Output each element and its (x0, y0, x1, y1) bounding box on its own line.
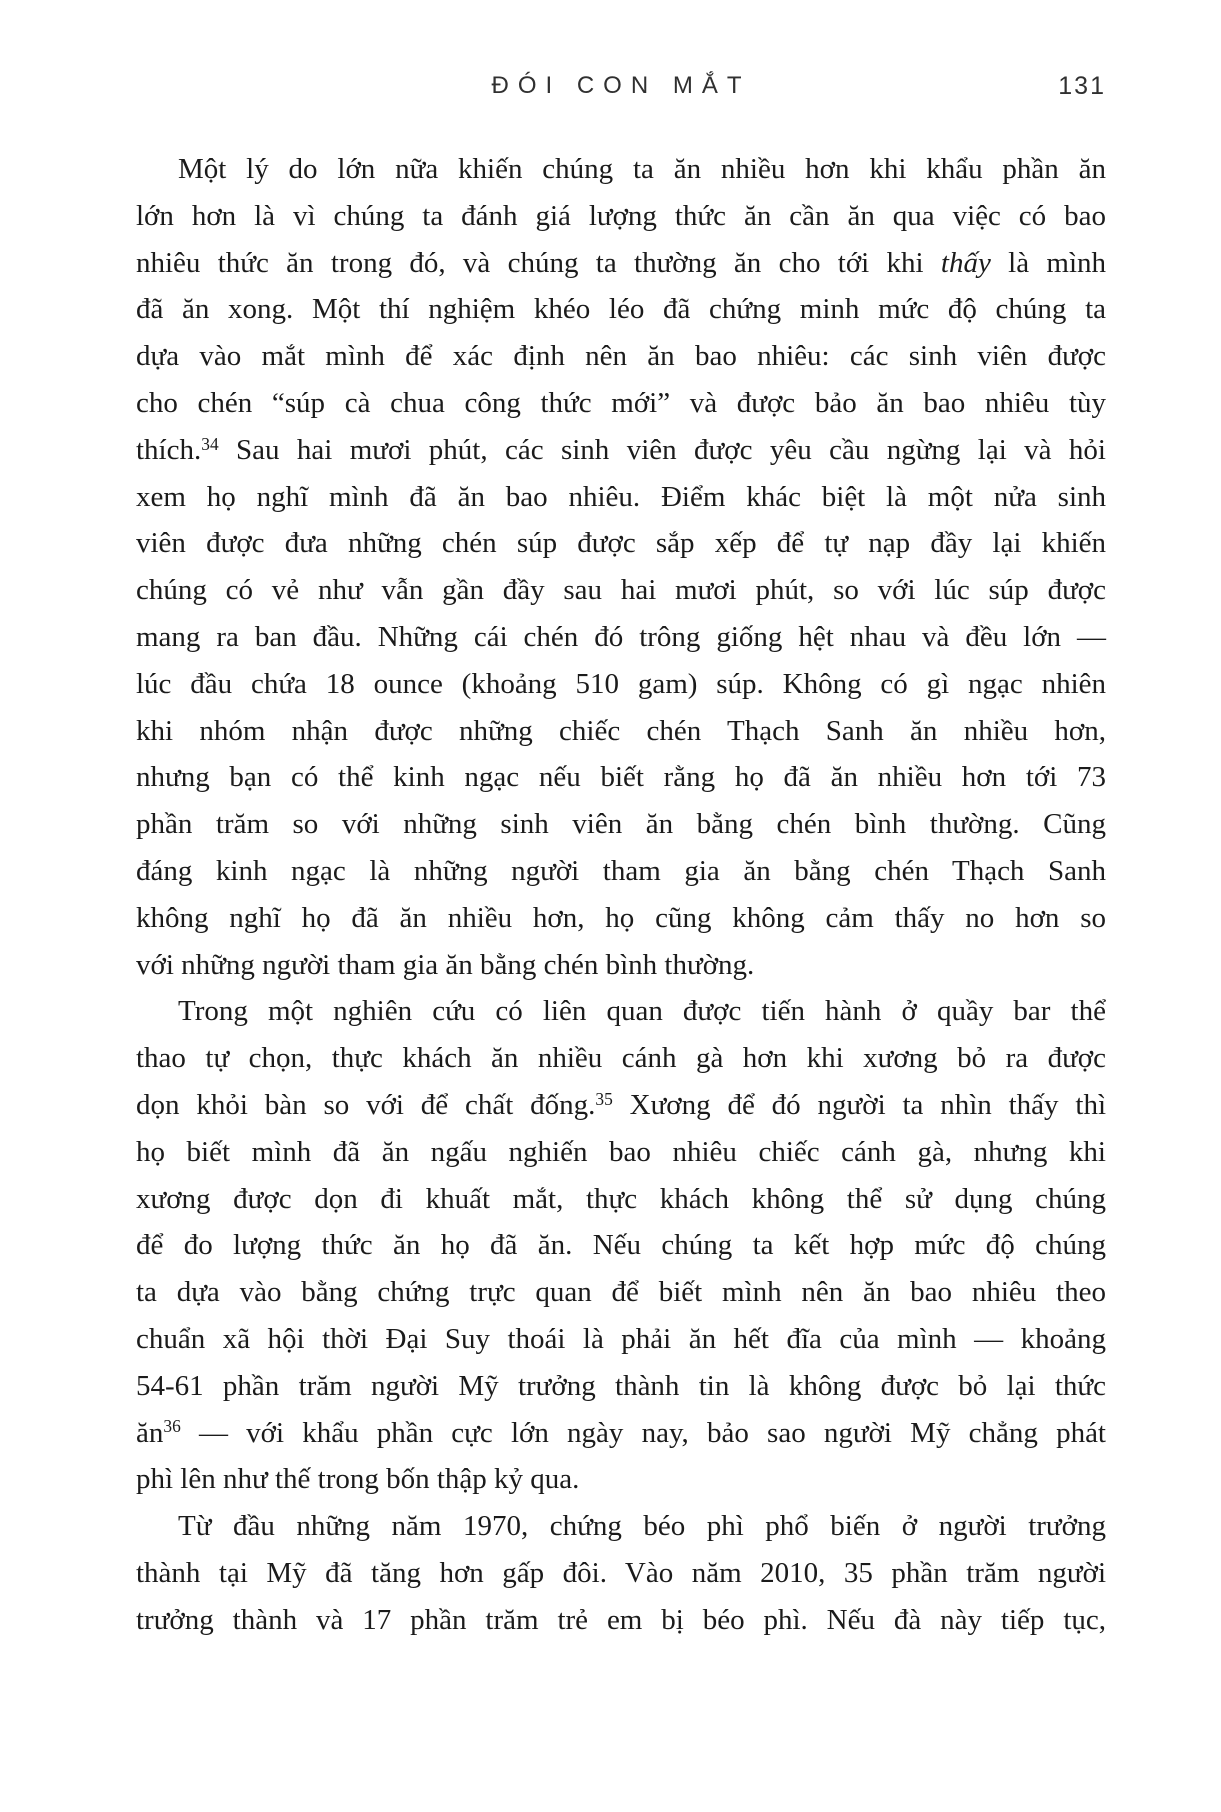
text-run: ăn (136, 1416, 164, 1449)
text-run: xem họ nghĩ mình đã ăn bao nhiêu. Điểm khác biệt là một nửa sinh (136, 480, 1106, 513)
text-line (136, 1456, 1106, 1503)
text-run: Xương để đó người ta nhìn thấy thì (612, 1088, 1107, 1121)
text-run: dựa vào mắt mình để xác định nên ăn bao nhiêu: các sinh viên được (136, 340, 1106, 373)
text-line (136, 708, 1106, 755)
text-run: đã ăn xong. Một thí nghiệm khéo léo đã chứng minh mức độ chúng ta (136, 293, 1106, 326)
text-line (136, 567, 1106, 614)
text-line (136, 333, 1106, 380)
text-run: phần trăm so với những sinh viên ăn bằng chén bình thường. Cũng (136, 808, 1106, 841)
text-line (136, 1082, 1106, 1129)
text-run: thấy (940, 246, 991, 279)
text-run: trưởng thành và 17 phần trăm trẻ em bị béo phì. Nếu đà này tiếp tục, (136, 1603, 1106, 1636)
text-run: đáng kinh ngạc là những người tham gia ăn bằng chén Thạch Sanh (136, 854, 1106, 887)
text-line (136, 848, 1106, 895)
text-run: thành tại Mỹ đã tăng hơn gấp đôi. Vào năm 2010, 35 phần trăm người (136, 1556, 1106, 1589)
text-run: Một lý do lớn nữa khiến chúng ta ăn nhiều hơn khi khẩu phần ăn (178, 153, 1106, 185)
text-run: viên được đưa những chén súp được sắp xếp để tự nạp đầy lại khiến (136, 527, 1106, 560)
text-run: 54-61 phần trăm người Mỹ trưởng thành tin là không được bỏ lại thức (136, 1369, 1106, 1402)
text-run: để đo lượng thức ăn họ đã ăn. Nếu chúng ta kết hợp mức độ chúng (136, 1229, 1106, 1262)
paragraph (136, 988, 1106, 1503)
text-line (136, 1550, 1106, 1597)
paragraph (136, 1503, 1106, 1643)
text-line (136, 614, 1106, 661)
text-line (136, 988, 1106, 1035)
text-run: thích. (136, 433, 202, 466)
text-run: phì lên như thế trong bốn thập kỷ qua. (136, 1463, 580, 1496)
footnote-reference: 34 (201, 433, 219, 454)
text-line (136, 1176, 1106, 1223)
text-run: họ biết mình đã ăn ngấu nghiến bao nhiêu chiếc cánh gà, nhưng khi (136, 1135, 1106, 1168)
text-run: xương được dọn đi khuất mắt, thực khách không thể sử dụng chúng (136, 1182, 1106, 1215)
text-run: Trong một nghiên cứu có liên quan được tiến hành ở quầy bar thể (178, 995, 1106, 1028)
text-run: chuẩn xã hội thời Đại Suy thoái là phải ăn hết đĩa của mình — khoảng (136, 1322, 1106, 1355)
text-line (136, 754, 1106, 801)
text-line (136, 1597, 1106, 1644)
text-line (136, 1363, 1106, 1410)
text-run: dọn khỏi bàn so với để chất đống. (136, 1088, 596, 1121)
text-line (136, 427, 1106, 474)
text-run: chúng có vẻ như vẫn gần đầy sau hai mươi phút, so với lúc súp được (136, 574, 1106, 607)
text-line (136, 193, 1106, 240)
text-run: khi nhóm nhận được những chiếc chén Thạch Sanh ăn nhiều hơn, (136, 714, 1106, 747)
text-line (136, 1129, 1106, 1176)
text-line (136, 1035, 1106, 1082)
running-head-title: ĐÓI CON MẮT (491, 72, 751, 99)
text-line (136, 1410, 1106, 1457)
text-line (136, 1269, 1106, 1316)
text-line (136, 520, 1106, 567)
text-line (136, 380, 1106, 427)
text-run: mang ra ban đầu. Những cái chén đó trông giống hệt nhau và đều lớn — (136, 620, 1106, 653)
text-run: lớn hơn là vì chúng ta đánh giá lượng thức ăn cần ăn qua việc có bao (136, 199, 1106, 232)
text-run: lúc đầu chứa 18 ounce (khoảng 510 gam) súp. Không có gì ngạc nhiên (136, 667, 1106, 700)
text-run: ta dựa vào bằng chứng trực quan để biết mình nên ăn bao nhiêu theo (136, 1276, 1106, 1309)
text-line (136, 801, 1106, 848)
text-line (136, 146, 1106, 193)
page-header (136, 72, 1106, 104)
text-run: Sau hai mươi phút, các sinh viên được yêu cầu ngừng lại và hỏi (218, 433, 1106, 466)
text-run: Từ đầu những năm 1970, chứng béo phì phổ biến ở người trưởng (178, 1510, 1106, 1543)
footnote-reference: 35 (595, 1088, 613, 1109)
paragraph (136, 146, 1106, 988)
text-run: cho chén “súp cà chua công thức mới” và được bảo ăn bao nhiêu tùy (136, 386, 1106, 419)
text-run: nhưng bạn có thể kinh ngạc nếu biết rằng họ đã ăn nhiều hơn tới 73 (136, 761, 1106, 794)
text-line (136, 286, 1106, 333)
text-line (136, 1316, 1106, 1363)
text-run: là mình (990, 246, 1106, 279)
text-run: thao tự chọn, thực khách ăn nhiều cánh gà hơn khi xương bỏ ra được (136, 1042, 1106, 1075)
text-line (136, 1222, 1106, 1269)
text-run: — với khẩu phần cực lớn ngày nay, bảo sao người Mỹ chẳng phát (180, 1416, 1106, 1449)
page-body (136, 146, 1106, 1644)
text-line (136, 474, 1106, 521)
text-run: không nghĩ họ đã ăn nhiều hơn, họ cũng không cảm thấy no hơn so (136, 901, 1106, 934)
text-line (136, 942, 1106, 989)
footnote-reference: 36 (163, 1416, 181, 1437)
text-line (136, 240, 1106, 287)
text-line (136, 661, 1106, 708)
text-line (136, 895, 1106, 942)
text-run: với những người tham gia ăn bằng chén bình thường. (136, 948, 755, 981)
text-run: nhiêu thức ăn trong đó, và chúng ta thường ăn cho tới khi (136, 246, 941, 279)
page-number: 131 (1058, 72, 1106, 100)
text-line (136, 1503, 1106, 1550)
